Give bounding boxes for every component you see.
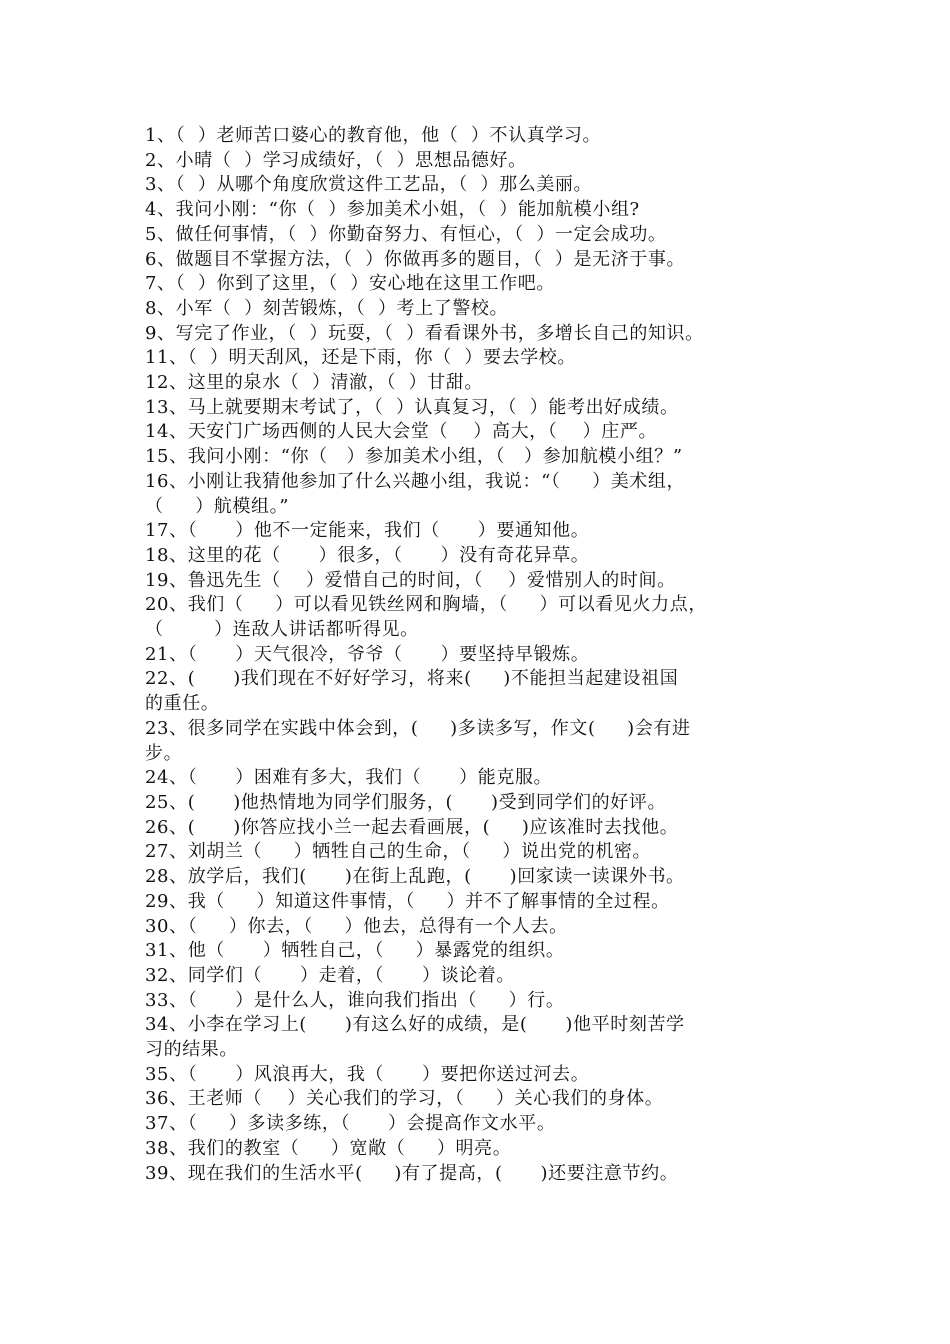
exercise-line: 31、他（ ）牺牲自己，（ ）暴露党的组织。 (145, 940, 565, 962)
exercise-line: 26、( )你答应找小兰一起去看画展，( )应该准时去找他。 (145, 816, 679, 838)
exercise-line: （ ）连敌人讲话都听得见。 (145, 619, 419, 641)
exercise-line: 习的结果。 (145, 1039, 238, 1061)
exercise-list (145, 124, 815, 1186)
exercise-line: 步。 (145, 742, 183, 764)
exercise-line: 18、这里的花（ ）很多，（ ）没有奇花异草。 (145, 544, 590, 566)
exercise-line: 16、小刚让我猜他参加了什么兴趣小组，我说：“（ ）美术组， (145, 470, 686, 492)
exercise-line: 14、天安门广场西侧的人民大会堂（ ）高大，（ ）庄严。 (145, 421, 658, 443)
exercise-line: 7、（ ）你到了这里，（ ）安心地在这里工作吧。 (145, 273, 555, 295)
exercise-line: 39、现在我们的生活水平( )有了提高，( )还要注意节约。 (145, 1162, 679, 1184)
exercise-line: 37、（ ）多读多练，（ ）会提高作文水平。 (145, 1113, 556, 1135)
exercise-line: 24、（ ）困难有多大，我们（ ）能克服。 (145, 767, 553, 789)
exercise-line: 35、（ ）风浪再大，我（ ）要把你送过河去。 (145, 1063, 590, 1085)
exercise-line: 27、刘胡兰（ ）牺牲自己的生命，（ ）说出党的机密。 (145, 841, 652, 863)
exercise-line: 的重任。 (145, 693, 220, 715)
exercise-line: 15、我问小刚：“你（ ）参加美术小组，（ ）参加航模小组？” (145, 446, 683, 468)
exercise-line: （ ）航模组。” (145, 495, 290, 517)
exercise-line: 20、我们（ ）可以看见铁丝网和胸墙，（ ）可以看见火力点， (145, 594, 707, 616)
exercise-line: 3、（ ）从哪个角度欣赏这件工艺品，（ ）那么美丽。 (145, 174, 593, 196)
exercise-line: 28、放学后，我们( )在街上乱跑，( )回家读一读课外书。 (145, 866, 685, 888)
exercise-line: 1、（ ）老师苦口婆心的教育他，他（ ）不认真学习。 (145, 125, 602, 146)
exercise-line: 5、做任何事情，（ ）你勤奋努力、有恒心，（ ）一定会成功。 (145, 223, 667, 245)
exercise-line: 6、做题目不掌握方法，（ ）你做再多的题目，（ ）是无济于事。 (145, 248, 686, 270)
exercise-line: 2、小晴（ ）学习成绩好，（ ）思想品德好。 (145, 149, 527, 171)
exercise-line: 36、王老师（ ）关心我们的学习，（ ）关心我们的身体。 (145, 1088, 664, 1110)
exercise-line: 30、（ ）你去，（ ）他去，总得有一个人去。 (145, 915, 568, 937)
exercise-line: 12、这里的泉水（ ）清澈，（ ）甘甜。 (145, 372, 483, 394)
exercise-line: 34、小李在学习上( )有这么好的成绩，是( )他平时刻苦学 (145, 1014, 685, 1036)
exercise-line: 19、鲁迅先生（ ）爱惜自己的时间，（ ）爱惜别人的时间。 (145, 569, 676, 591)
exercise-line: 9、写完了作业，（ ）玩耍，（ ）看看课外书，多增长自己的知识。 (145, 322, 704, 344)
exercise-line: 17、（ ）他不一定能来，我们（ ）要通知他。 (145, 520, 590, 542)
exercise-line: 11、（ ）明天刮风，还是下雨，你（ ）要去学校。 (145, 347, 576, 369)
exercise-line: 8、小军（ ）刻苦锻炼，（ ）考上了警校。 (145, 297, 509, 319)
exercise-line: 23、很多同学在实践中体会到，( )多读多写，作文( )会有进 (145, 717, 691, 739)
exercise-line: 22、( )我们现在不好好学习，将来( )不能担当起建设祖国 (145, 668, 679, 690)
exercise-line: 32、同学们（ ）走着，（ ）谈论着。 (145, 964, 515, 986)
exercise-line: 21、（ ）天气很冷，爷爷（ ）要坚持早锻炼。 (145, 643, 590, 665)
exercise-line: 38、我们的教室（ ）宽敞（ ）明亮。 (145, 1137, 512, 1159)
exercise-line: 13、马上就要期末考试了，（ ）认真复习，（ ）能考出好成绩。 (145, 396, 679, 418)
exercise-line: 25、( )他热情地为同学们服务，( )受到同学们的好评。 (145, 791, 667, 813)
exercise-line: 33、（ ）是什么人，谁向我们指出（ ）行。 (145, 989, 565, 1011)
exercise-line: 29、我（ ）知道这件事情，（ ）并不了解事情的全过程。 (145, 890, 670, 912)
exercise-line: 4、我问小刚：“你（ ）参加美术小姐，（ ）能加航模小组? (145, 199, 640, 221)
